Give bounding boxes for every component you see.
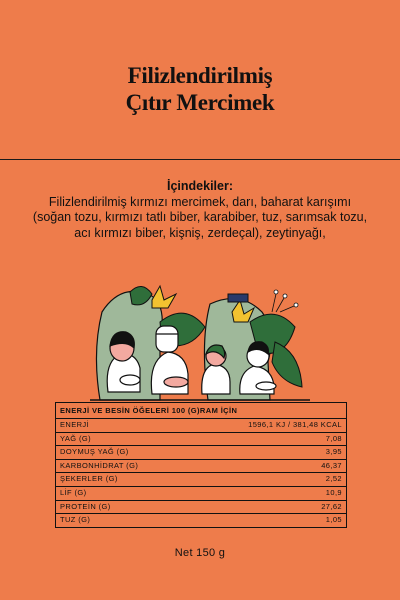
nutrition-table [55, 402, 347, 528]
product-title [0, 62, 400, 116]
nutrition-value: 2,52 [325, 474, 342, 484]
people-eating-illustration-icon [90, 282, 310, 402]
nutrition-value: 1596,1 KJ / 381,48 KCAL [248, 420, 342, 429]
ingredients-block [30, 179, 370, 241]
nutrition-label: KARBONHİDRAT (G) [60, 460, 139, 470]
nutrition-row [56, 445, 346, 459]
nutrition-value: 27,62 [321, 501, 342, 511]
nutrition-label: ENERJİ [60, 420, 90, 429]
ingredients-text: Filizlendirilmiş kırmızı mercimek, darı, baharat karışımı (soğan tozu, kırmızı tatlı biber, karabiber, tuz, sarımsak tozu, acı kırmızı biber, kişniş, zerdeçal), zeytinyağı, [32, 194, 368, 240]
nutrition-label: DOYMUŞ YAĞ (G) [60, 447, 129, 457]
nutrition-value: 7,08 [325, 433, 342, 443]
nutrition-value: 10,9 [325, 487, 342, 497]
net-weight: Net 150 g [174, 547, 226, 559]
nutrition-value: 1,05 [325, 515, 342, 525]
ingredients-heading: İçindekiler: [167, 179, 233, 193]
nutrition-row [56, 472, 346, 486]
nutrition-value: 3,95 [325, 447, 342, 457]
nutrition-value: 46,37 [321, 460, 342, 470]
nutrition-rows [56, 419, 346, 527]
nutrition-row [56, 459, 346, 473]
title-line-2: Çıtır Mercimek [125, 90, 275, 115]
nutrition-label: ŞEKERLER (G) [60, 474, 118, 484]
nutrition-label: TUZ (G) [60, 515, 91, 525]
nutrition-label: LİF (G) [60, 487, 87, 497]
nutrition-row [56, 500, 346, 514]
nutrition-row [56, 486, 346, 500]
nutrition-row [56, 419, 346, 432]
title-line-1: Filizlendirilmiş [127, 63, 273, 88]
nutrition-header: ENERJİ VE BESİN ÖĞELERİ 100 (G)RAM İÇİN [56, 403, 346, 419]
nutrition-label: PROTEİN (G) [60, 501, 111, 511]
divider [0, 159, 400, 160]
nutrition-row [56, 432, 346, 446]
nutrition-label: YAĞ (G) [60, 433, 91, 443]
nutrition-row [56, 513, 346, 527]
